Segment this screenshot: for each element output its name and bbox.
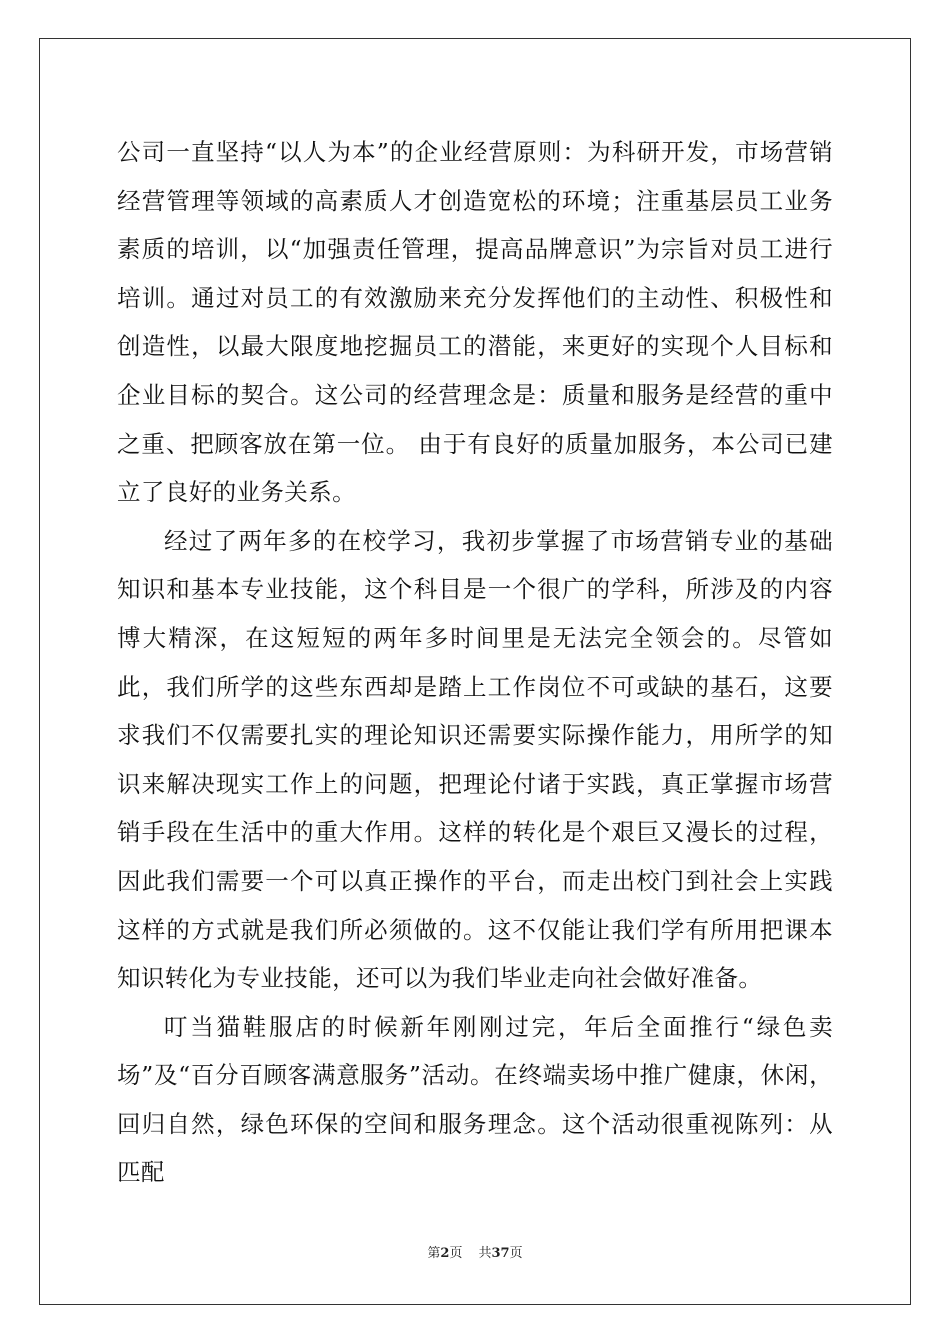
document-body: [117, 128, 833, 1197]
total-prefix: 共: [478, 1246, 492, 1261]
paragraph-3: 叮当猫鞋服店的时候新年刚刚过完，年后全面推行“绿色卖场”及“百分百顾客满意服务”活动。在终端卖场中推广健康，休闲，回归自然，绿色环保的空间和服务理念。这个活动很重视陈列：从匹配: [117, 1012, 833, 1187]
page-prefix: 第: [427, 1246, 441, 1261]
page-suffix: 页: [449, 1246, 463, 1261]
total-pages: 37: [491, 1246, 510, 1261]
page-footer: [0, 1242, 950, 1261]
total-suffix: 页: [509, 1246, 523, 1261]
paragraph-2: 经过了两年多的在校学习，我初步掌握了市场营销专业的基础知识和基本专业技能，这个科目是一个很广的学科，所涉及的内容博大精深，在这短短的两年多时间里是无法完全领会的。尽管如此，我们所学的这些东西却是踏上工作岗位不可或缺的基石，这要求我们不仅需要扎实的理论知识还需要实际操作能力，用所学的知识来解决现实工作上的问题，把理论付诸于实践，真正掌握市场营销手段在生活中的重大作用。这样的转化是个艰巨又漫长的过程，因此我们需要一个可以真正操作的平台，而走出校门到社会上实践这样的方式就是我们所必须做的。这不仅能让我们学有所用把课本知识转化为专业技能，还可以为我们毕业走向社会做好准备。: [117, 526, 833, 993]
paragraph-1: 公司一直坚持“以人为本”的企业经营原则：为科研开发，市场营销经营管理等领域的高素质人才创造宽松的环境；注重基层员工业务素质的培训，以“加强责任管理，提高品牌意识”为宗旨对员工进行培训。通过对员工的有效激励来充分发挥他们的主动性、积极性和创造性，以最大限度地挖掘员工的潜能，来更好的实现个人目标和企业目标的契合。这公司的经营理念是：质量和服务是经营的重中之重、把顾客放在第一位。 由于有良好的质量加服务，本公司已建立了良好的业务关系。: [117, 138, 833, 507]
page-number: 2: [440, 1246, 450, 1261]
